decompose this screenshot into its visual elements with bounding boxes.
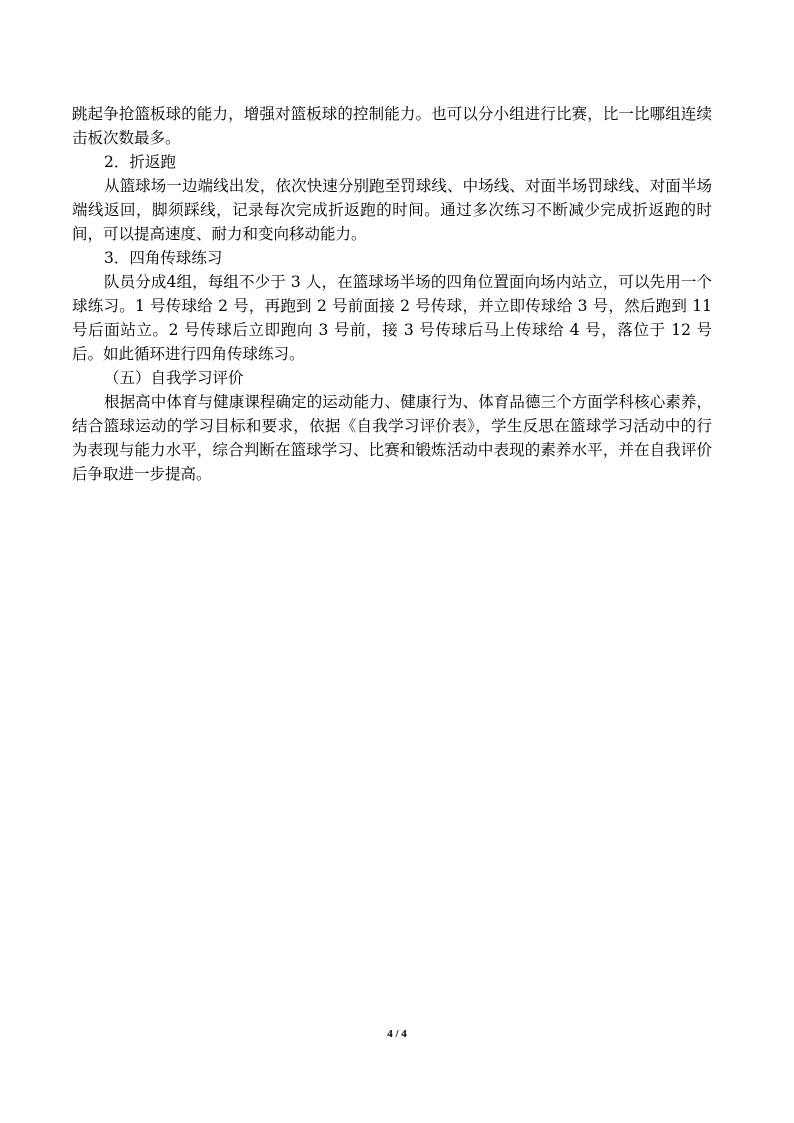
heading-shuttle-run: 2．折返跑 bbox=[104, 153, 176, 171]
paragraph-four-corner-passing: 队员分成4组，每组不少于 3 人，在篮球场半场的四角位置面向场内站立，可以先用一个球练习。1 号传球给 2 号，再跑到 2 号前面接 2 号传球，并立即传球给 3 号，然后跑到 11 号后面站立。2 号传球后立即跑向 3 号前，接 3 号传球后马上传球给 4 号，落位于 12 号后。如此循环进行四角传球练习。 bbox=[72, 273, 712, 363]
paragraph-rebound-drill: 跳起争抢篮板球的能力，增强对篮板球的控制能力。也可以分小组进行比赛，比一比哪组连续击板次数最多。 bbox=[72, 105, 712, 147]
heading-self-evaluation: （五）自我学习评价 bbox=[104, 369, 244, 387]
page-number: 4 / 4 bbox=[387, 1028, 407, 1040]
document-body bbox=[72, 102, 712, 486]
paragraph-shuttle-run: 从篮球场一边端线出发，依次快速分别跑至罚球线、中场线、对面半场罚球线、对面半场端线返回，脚须踩线，记录每次完成折返跑的时间。通过多次练习不断减少完成折返跑的时间，可以提高速度、耐力和变向移动能力。 bbox=[72, 177, 712, 243]
heading-four-corner-passing: 3．四角传球练习 bbox=[104, 249, 223, 267]
paragraph-self-evaluation: 根据高中体育与健康课程确定的运动能力、健康行为、体育品德三个方面学科核心素养，结合篮球运动的学习目标和要求，依据《自我学习评价表》，学生反思在篮球学习活动中的行为表现与能力水平，综合判断在篮球学习、比赛和锻炼活动中表现的素养水平，并在自我评价后争取进一步提高。 bbox=[72, 393, 712, 483]
